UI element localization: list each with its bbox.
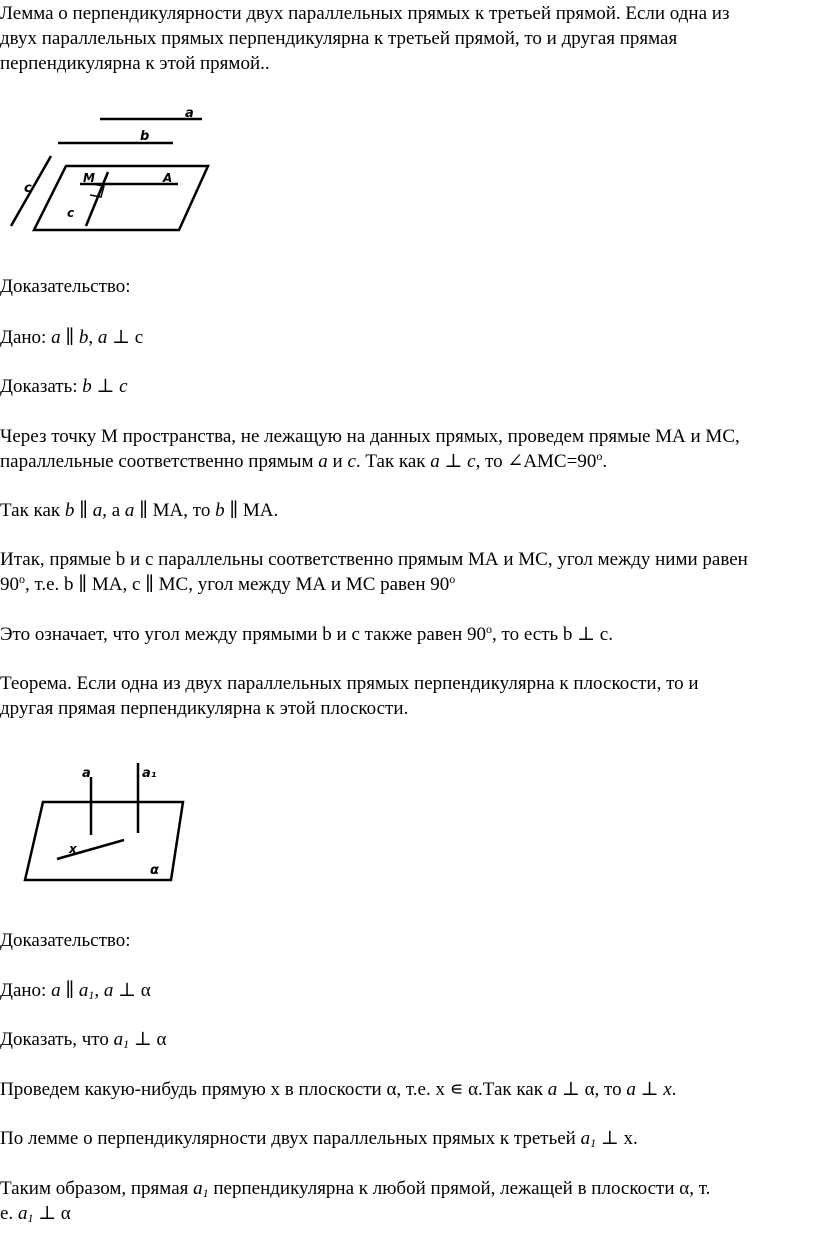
label-b: b [140,129,150,144]
lemma-line-2: двух параллельных прямых перпендикулярна к третьей прямой, то и другая прямая [0,28,678,49]
theorem-figure [0,755,200,885]
proof1-step3-line-1: Итак, прямые b и с параллельны соответственно прямым МА и МС, угол между ними равен [0,549,748,570]
label-alpha: α [150,863,159,878]
plane-alpha [25,802,183,880]
label-a: a [185,106,194,121]
label-a: a [82,766,91,781]
proof1-given: Дано: a ∥ b, a ⊥ с [0,327,144,348]
proof1-step1-line-1: Через точку М пространства, не лежащую на данных прямых, проведем прямые МА и МС, [0,426,740,447]
proof1-step1-line-2: параллельные соответственно прямым a и c. Так как a ⊥ c, то $\angle АМС=90^o$. [0,449,608,472]
proof2-step1: Проведем какую-нибудь прямую х в плоскости α, т.е. х ∊ α.Так как a ⊥ α, то a ⊥ x. [0,1079,677,1100]
lemma-line-1: Лемма о перпендикулярности двух параллельных прямых к третьей прямой. Если одна из [0,3,730,24]
label-M: M [83,171,95,185]
proof2-step3-line-2: е. $a_1$ ⊥ α [0,1203,71,1225]
proof1-step2: Так как b ∥ a, а a ∥ МА, то b ∥ МА. [0,500,279,521]
proof2-step3-line-1: Таким образом, прямая $a_1$ перпендикулярна к любой прямой, лежащей в плоскости α, т. [0,1178,711,1200]
line-x [57,840,124,859]
proof1-prove: Доказать: b ⊥ c [0,376,128,397]
proof1-heading: Доказательство: [0,276,131,297]
lemma-figure [0,100,230,240]
plane-quadrilateral [34,166,208,230]
proof2-heading: Доказательство: [0,930,131,951]
label-A: A [163,171,173,185]
label-a1: a₁ [142,766,157,781]
theorem-line-1: Теорема. Если одна из двух параллельных прямых перпендикулярна к плоскости, то и [0,673,699,694]
label-c-outer: c [24,181,32,196]
theorem-line-2: другая прямая перпендикулярна к этой плоскости. [0,698,409,719]
proof1-step3-line-2: 90$^o$, т.е. b ∥ МА, с ∥ МС, угол между МА и МС равен 90$^o$ [0,572,456,595]
proof2-step2: По лемме о перпендикулярности двух параллельных прямых к третьей $a_1$ ⊥ х. [0,1128,638,1150]
proof1-step4: Это означает, что угол между прямыми b и с также равен 90$^o$, то есть b ⊥ с. [0,622,613,645]
right-angle-mark [90,184,104,197]
label-c-inner: c [67,206,75,220]
proof2-prove: Доказать, что $a_1$ ⊥ α [0,1029,167,1051]
lemma-line-3: перпендикулярна к этой прямой.. [0,53,270,74]
proof2-given: Дано: a ∥ $a_1$, a ⊥ α [0,980,151,1002]
label-x: x [69,842,77,856]
